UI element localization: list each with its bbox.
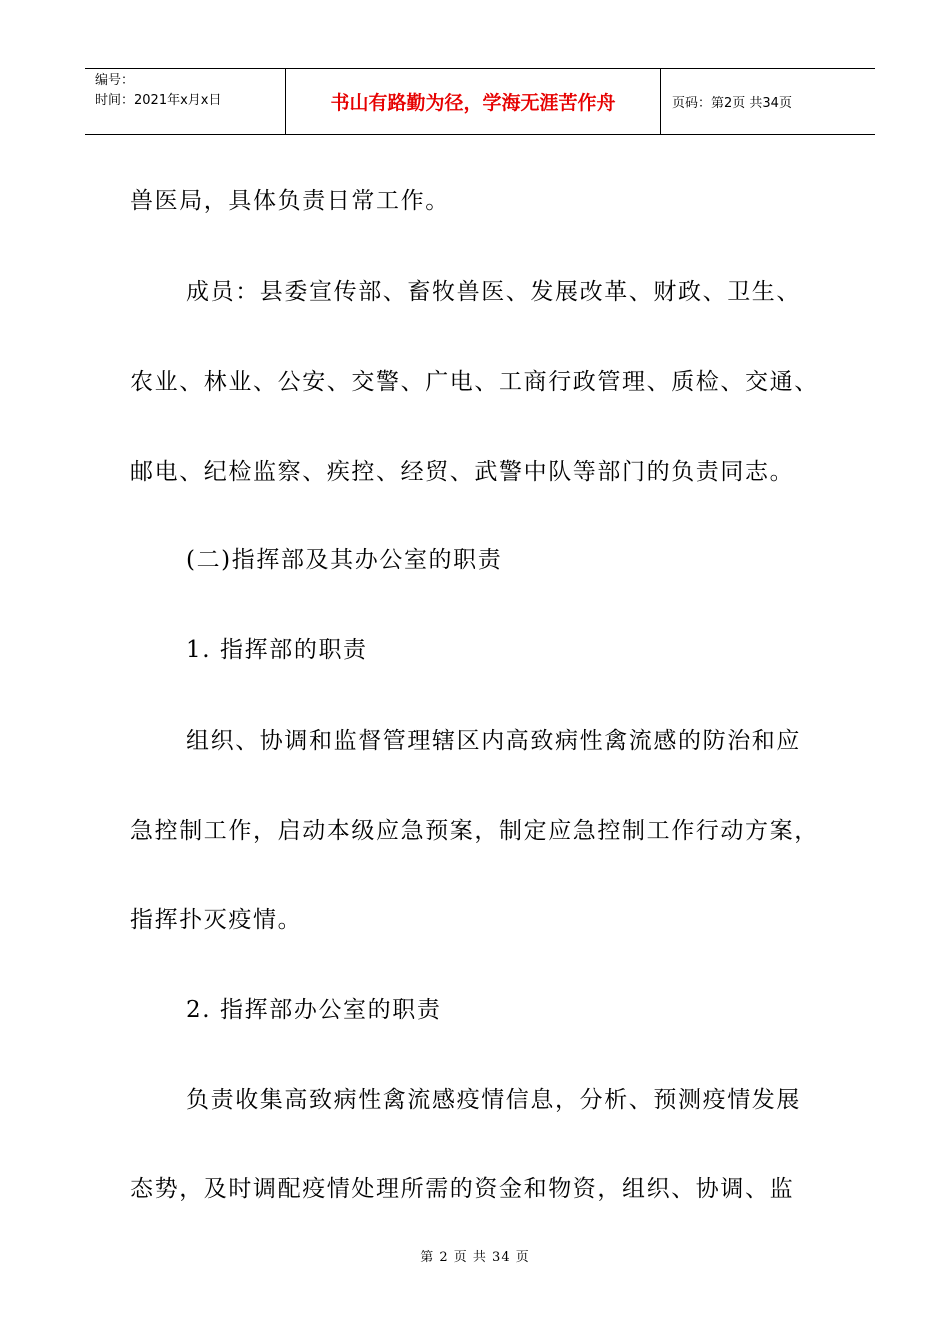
section-heading: (二)指挥部及其办公室的职责 — [186, 547, 503, 573]
document-date-label: 时间：2021年x月x日 — [95, 93, 222, 108]
body-line: 态势，及时调配疫情处理所需的资金和物资，组织、协调、监 — [130, 1176, 795, 1202]
subsection-heading: 2. 指挥部办公室的职责 — [186, 997, 442, 1023]
body-line: 指挥扑灭疫情。 — [130, 907, 303, 933]
body-line: 急控制工作，启动本级应急预案，制定应急控制工作行动方案， — [130, 818, 819, 844]
body-line: 负责收集高致病性禽流感疫情信息，分析、预测疫情发展 — [186, 1087, 801, 1113]
document-header — [85, 68, 875, 135]
header-divider — [660, 69, 661, 134]
subsection-heading: 1. 指挥部的职责 — [186, 637, 368, 663]
body-line: 兽医局，具体负责日常工作。 — [130, 188, 450, 214]
body-line: 邮电、纪检监察、疾控、经贸、武警中队等部门的负责同志。 — [130, 459, 795, 485]
page-footer: 第 2 页 共 34 页 — [420, 1250, 530, 1265]
header-meta — [85, 69, 285, 134]
header-motto: 书山有路勤为径，学海无涯苦作舟 — [330, 92, 616, 114]
body-line: 成员：县委宣传部、畜牧兽医、发展改革、财政、卫生、 — [186, 279, 801, 305]
body-line: 组织、协调和监督管理辖区内高致病性禽流感的防治和应 — [186, 728, 801, 754]
header-page-info: 页码：第2页 共34页 — [672, 96, 792, 111]
body-line: 农业、林业、公安、交警、广电、工商行政管理、质检、交通、 — [130, 369, 819, 395]
document-number-label: 编号： — [95, 73, 135, 88]
